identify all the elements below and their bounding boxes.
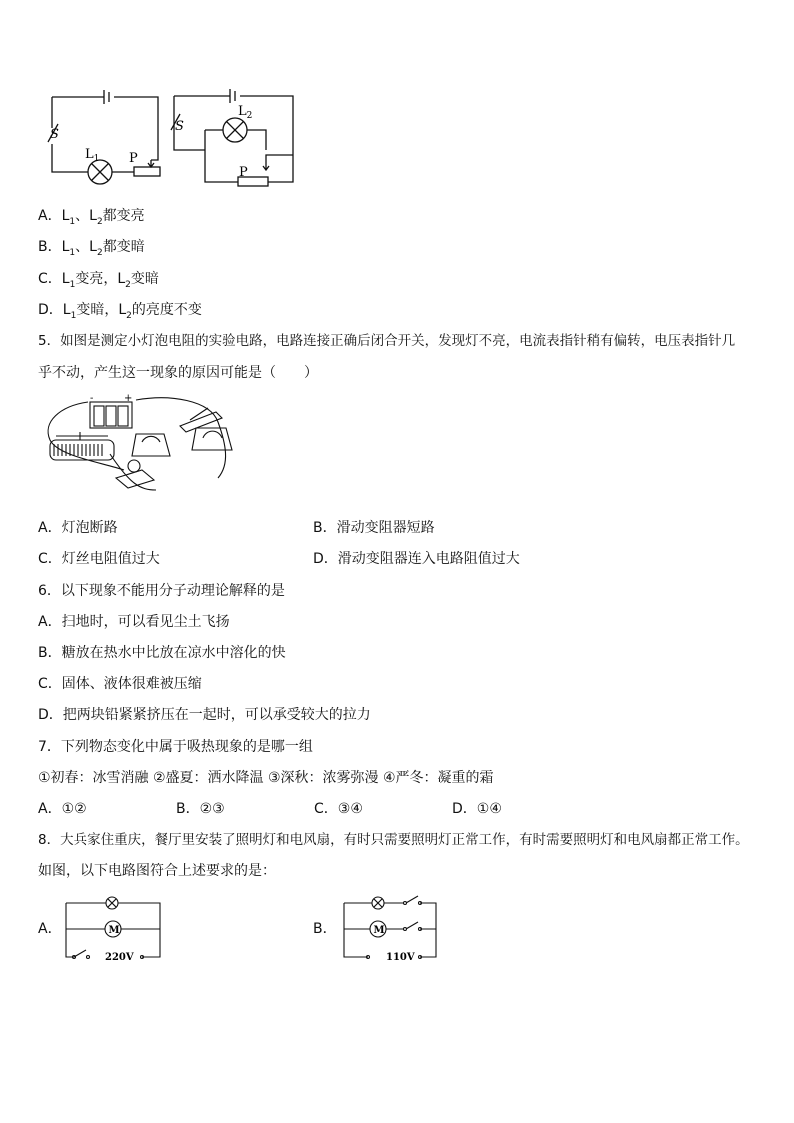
q7-option-c: C．③④ (314, 801, 363, 817)
q5-stem-line1: 5．如图是测定小灯泡电阻的实验电路，电路连接正确后闭合开关，发现灯不亮，电流表指针稍有偏转，电压表指针几 (38, 333, 736, 349)
fig4-l2-label: L (238, 104, 247, 119)
q7-option-d: D．①④ (452, 801, 502, 817)
q8-circuit-b (338, 895, 448, 965)
svg-text:L1 (85, 147, 99, 164)
q5-stem-line2: 乎不动，产生这一现象的原因可能是（ ） (38, 365, 318, 381)
q6-option-b: B．糖放在热水中比放在凉水中溶化的快 (38, 645, 286, 661)
fig4-l1-sub: 1 (93, 154, 100, 164)
fig4-l1-label: L (85, 147, 94, 162)
q8-b-motor: M (373, 925, 385, 936)
q4-option-a: A．$L_1$、$L_2$都变亮 (38, 208, 145, 227)
q8-a-voltage: 220V (105, 952, 134, 963)
fig5-minus: - (90, 393, 94, 404)
q8-option-a-label: A． (38, 921, 62, 937)
fig4-p-left: P (129, 151, 138, 166)
fig4-l2-sub: 2 (246, 111, 253, 121)
svg-text:L2 (238, 104, 252, 121)
fig4-s-left: S (50, 127, 59, 142)
q4-option-c: C．$L_1$变亮，$L_2$变暗 (38, 271, 159, 290)
q4-option-d: D．$L_1$变暗，$L_2$的亮度不变 (38, 302, 202, 321)
fig5-plus: + (124, 393, 133, 404)
q5-option-d: D．滑动变阻器连入电路阻值过大 (313, 551, 520, 567)
q5-option-c: C．灯丝电阻值过大 (38, 551, 160, 567)
q5-option-a: A．灯泡断路 (38, 520, 118, 536)
q7-stem: 7．下列物态变化中属于吸热现象的是哪一组 (38, 739, 313, 755)
q6-stem: 6．以下现象不能用分子动理论解释的是 (38, 583, 285, 599)
q6-option-d: D．把两块铅紧紧挤压在一起时，可以承受较大的拉力 (38, 707, 371, 723)
q7-items: ①初春：冰雪消融 ②盛夏：洒水降温 ③深秋：浓雾弥漫 ④严冬：凝重的霜 (38, 770, 494, 786)
q6-option-c: C．固体、液体很难被压缩 (38, 676, 202, 692)
fig4-p-right: P (239, 165, 248, 180)
q5-option-b: B．滑动变阻器短路 (313, 520, 435, 536)
q8-a-motor: M (108, 925, 120, 936)
q6-option-a: A．扫地时，可以看见尘土飞扬 (38, 614, 230, 630)
q8-circuit-a (60, 895, 170, 965)
q7-option-a: A．①② (38, 801, 87, 817)
q4-circuit-figure (38, 80, 298, 190)
q7-option-b: B．②③ (176, 801, 225, 817)
fig4-s-right: S (175, 119, 184, 134)
q4-option-b: B．$L_1$、$L_2$都变暗 (38, 239, 145, 258)
q8-stem-line1: 8．大兵家住重庆，餐厅里安装了照明灯和电风扇，有时只需要照明灯正常工作，有时需要照明灯和电风扇都正常工作。 (38, 832, 749, 848)
q8-stem-line2: 如图，以下电路图符合上述要求的是： (38, 863, 276, 879)
q8-option-b-label: B． (313, 921, 337, 937)
q8-b-voltage: 110V (386, 952, 415, 963)
q5-apparatus-figure (40, 392, 240, 500)
